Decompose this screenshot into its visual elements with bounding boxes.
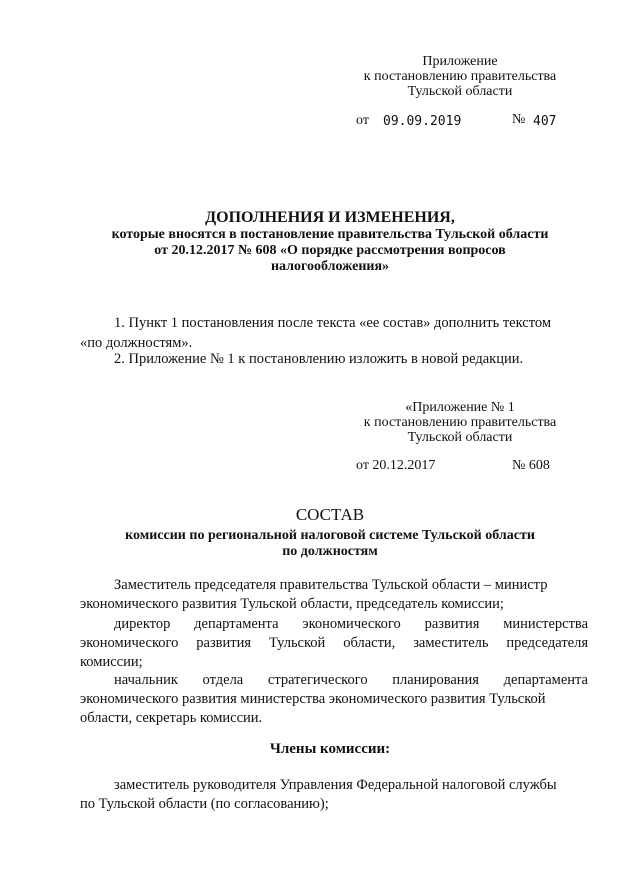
composition-subtitle: по должностям xyxy=(282,544,378,559)
amendment-text: 1. Пункт 1 постановления после текста «ее состав» дополнить текстом xyxy=(114,315,552,331)
date-value: 09.09.2019 xyxy=(383,114,462,129)
appendix-line: Тульской области xyxy=(407,430,513,445)
document-title xyxy=(80,209,580,275)
appendix-header xyxy=(340,54,580,99)
paragraph-line: по Тульской области (по согласованию); xyxy=(80,796,329,812)
appendix-line: Приложение xyxy=(422,54,498,69)
amendment-item-2 xyxy=(80,348,588,371)
appendix-line: «Приложение № 1 xyxy=(405,400,515,415)
paragraph-line: экономического развития министерства экономического развития Тульской xyxy=(80,691,546,707)
composition-title-block xyxy=(80,506,580,560)
paragraph-line: области, секретарь комиссии. xyxy=(80,710,263,726)
appendix-line: к постановлению правительства xyxy=(363,69,557,84)
new-appendix-date: от 20.12.2017 xyxy=(356,458,436,473)
title-line: налогообложения» xyxy=(270,259,390,274)
commission-chair xyxy=(80,574,588,616)
title-line: от 20.12.2017 № 608 «О порядке рассмотрения вопросов xyxy=(154,243,506,258)
commission-secretary xyxy=(80,669,588,730)
amendment-text: 2. Приложение № 1 к постановлению изложить в новой редакции. xyxy=(114,351,524,367)
paragraph-line: начальник отдела стратегического планирования департамента xyxy=(114,672,588,688)
paragraph-line: экономического развития Тульской области, заместитель председателя xyxy=(80,635,588,651)
appendix-line: к постановлению правительства xyxy=(363,415,557,430)
paragraph-line: экономического развития Тульской области, председатель комиссии; xyxy=(80,596,504,612)
title-main: ДОПОЛНЕНИЯ И ИЗМЕНЕНИЯ, xyxy=(205,209,455,226)
number-value: 407 xyxy=(533,114,557,129)
commission-member xyxy=(80,774,588,816)
members-heading: Члены комиссии: xyxy=(269,741,391,757)
paragraph-line: Заместитель председателя правительства Тульской области – министр xyxy=(114,577,548,593)
commission-deputy xyxy=(80,613,588,674)
new-appendix-header xyxy=(340,400,580,445)
title-line: которые вносятся в постановление правительства Тульской области xyxy=(111,227,549,242)
date-prefix: от xyxy=(356,113,369,128)
composition-title: СОСТАВ xyxy=(295,505,365,524)
new-appendix-number: № 608 xyxy=(512,458,550,473)
appendix-line: Тульской области xyxy=(407,84,513,99)
number-prefix: № xyxy=(512,112,526,127)
composition-subtitle: комиссии по региональной налоговой системе Тульской области xyxy=(125,528,535,543)
paragraph-line: заместитель руководителя Управления Федеральной налоговой службы xyxy=(114,777,557,793)
paragraph-line: директор департамента экономического развития министерства xyxy=(114,616,588,632)
paragraph-line: комиссии; xyxy=(80,654,143,670)
amendment-text: «по должностям». xyxy=(80,335,193,351)
